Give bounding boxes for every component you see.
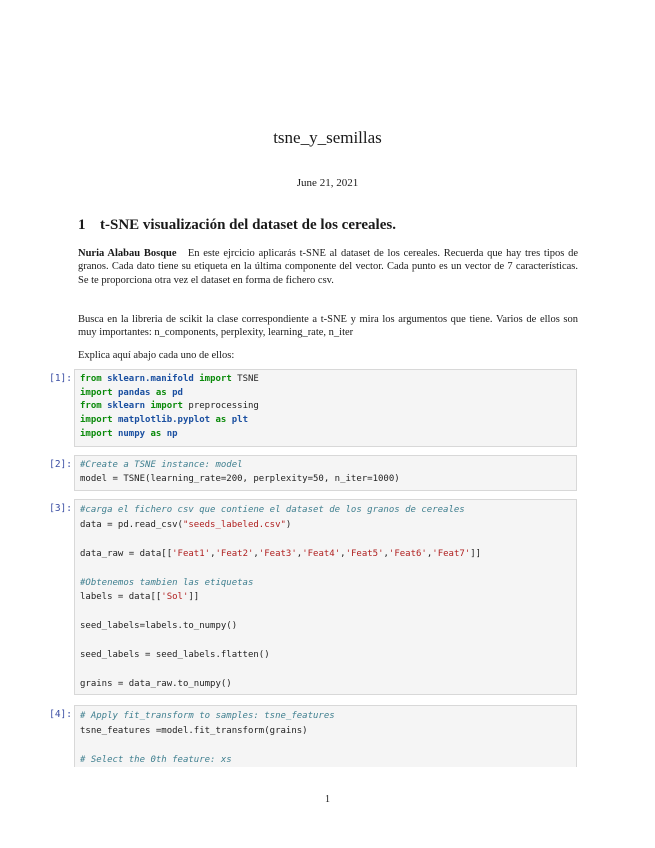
code-text: ]] xyxy=(470,548,482,559)
code-string: 'Feat4' xyxy=(302,548,341,559)
code-string: 'Feat3' xyxy=(258,548,297,559)
code-line: seed_labels = seed_labels.flatten() xyxy=(80,650,270,660)
explain-paragraph: Explica aquí abajo cada uno de ellos: xyxy=(78,350,235,361)
cell-prompt-3: [3]: xyxy=(49,503,72,514)
code-cell-2-source xyxy=(80,459,400,486)
intro-text: En este ejrcicio aplicarás t-SNE al dataset de los cereales. Recuerda que hay tres tipos de granos. Cada dato tiene su etiqueta en la última componente del vector. Cada punto es un vector de 7 características. Se te proporciona otra vez el dataset en forma de fichero csv. xyxy=(78,248,578,286)
import-target: TSNE xyxy=(237,374,259,384)
code-string: 'Feat2' xyxy=(215,548,254,559)
code-string: 'Feat6' xyxy=(388,548,427,559)
keyword: import xyxy=(199,374,232,384)
module-name: pandas xyxy=(117,387,151,398)
section-number: 1 xyxy=(78,217,86,233)
module-name: matplotlib.pyplot xyxy=(117,415,211,426)
keyword: from xyxy=(80,401,102,412)
code-comment: #Obtenemos tambien las etiquetas xyxy=(80,577,254,588)
code-line: seed_labels=labels.to_numpy() xyxy=(80,621,238,631)
code-text: labels = data[[ xyxy=(80,592,162,602)
keyword: as xyxy=(150,428,162,439)
page-number: 1 xyxy=(325,794,330,805)
cell-prompt-1: [1]: xyxy=(49,373,72,384)
code-line: grains = data_raw.to_numpy() xyxy=(80,679,232,689)
keyword: as xyxy=(155,387,167,398)
author-name: Nuria Alabau Bosque xyxy=(78,248,177,259)
code-text: ) xyxy=(285,519,292,530)
code-text: data = pd.read_csv( xyxy=(80,519,183,530)
code-string: 'Feat7' xyxy=(432,548,471,559)
code-cell-4-source xyxy=(80,709,335,767)
keyword: import xyxy=(80,387,113,398)
module-name: sklearn.manifold xyxy=(107,374,194,384)
code-string: 'Feat5' xyxy=(345,548,384,559)
code-line: tsne_features =model.fit_transform(grains) xyxy=(80,725,308,736)
import-alias: plt xyxy=(231,415,249,426)
scikit-paragraph: Busca en la libreria de scikit la clase correspondiente a t-SNE y mira los argumentos que tiene. Varios de ellos son muy importantes: n_components, perplexity, learning_rate, n_iter xyxy=(78,314,578,339)
code-cell-1-source xyxy=(80,373,259,442)
keyword: from xyxy=(80,374,102,384)
import-alias: np xyxy=(166,428,178,439)
module-name: numpy xyxy=(117,428,146,439)
code-string: 'Feat1' xyxy=(172,548,211,559)
section-title: t-SNE visualización del dataset de los cereales. xyxy=(100,217,396,233)
code-comment: #Create a TSNE instance: model xyxy=(80,460,243,470)
import-alias: pd xyxy=(172,387,183,398)
page-title: tsne_y_semillas xyxy=(273,128,382,147)
section-heading xyxy=(78,217,396,234)
cell-prompt-2: [2]: xyxy=(49,459,72,470)
code-comment: # Select the 0th feature: xs xyxy=(80,754,232,765)
keyword: import xyxy=(80,428,113,439)
cell-prompt-4: [4]: xyxy=(49,709,72,720)
module-name: sklearn xyxy=(107,401,146,412)
code-string: "seeds_labeled.csv" xyxy=(182,519,286,530)
code-comment: # Apply fit_transform to samples: tsne_features xyxy=(80,711,335,721)
keyword: import xyxy=(80,415,113,426)
keyword: import xyxy=(150,401,183,412)
code-string: 'Sol' xyxy=(161,592,189,602)
keyword: as xyxy=(215,415,227,426)
import-target: preprocessing xyxy=(188,401,259,412)
page-date: June 21, 2021 xyxy=(296,177,359,189)
code-text: data_raw = data[[ xyxy=(80,548,173,559)
code-text: ]] xyxy=(188,592,200,602)
code-cell-3-source: #carga el fichero csv que contiene el dataset de los granos de cereales data = pd.read_csv("seeds_labeled.csv") data_raw = data[['Feat1','Feat2','Feat3','Feat4','Feat5','Feat6','Feat7']] #Obtenemos tambien las etiquetas labels = data[['Sol']] seed_labels=labels.to_numpy() seed_labels = seed_labels.flatten() grains = data_raw.to_numpy() xyxy=(80,505,482,689)
code-comment: #carga el fichero csv que contiene el dataset de los granos de cereales xyxy=(80,505,465,515)
code-line: model = TSNE(learning_rate=200, perplexity=50, n_iter=1000) xyxy=(80,473,400,484)
intro-paragraph xyxy=(78,247,578,287)
